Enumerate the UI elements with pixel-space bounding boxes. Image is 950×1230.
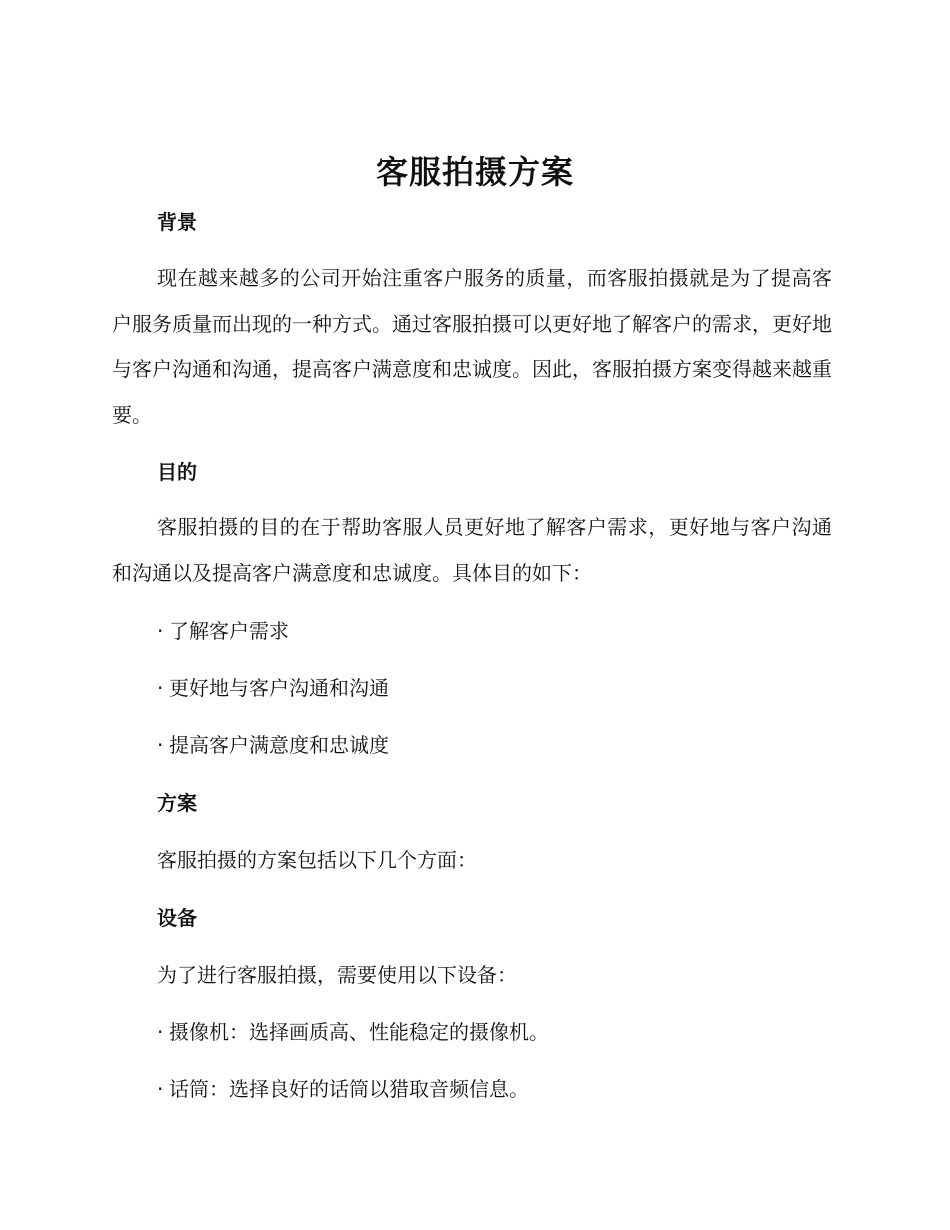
equipment-intro: 为了进行客服拍摄，需要使用以下设备： [157,963,517,987]
purpose-bullet-item [157,674,389,702]
purpose-bullet-text: 了解客户需求 [169,619,289,643]
purpose-bullet-item [157,617,289,645]
section-heading-equipment: 设备 [157,906,197,930]
purpose-bullet-item [157,731,389,759]
section-heading-plan: 方案 [157,791,197,815]
equipment-bullet-text: 摄像机：选择画质高、性能稳定的摄像机。 [169,1020,549,1044]
bullet-dot-icon: · [157,733,164,757]
bullet-dot-icon: · [157,1077,164,1101]
bullet-dot-icon: · [157,619,164,643]
purpose-paragraph: 客服拍摄的目的在于帮助客服人员更好地了解客户需求，更好地与客户沟通和沟通以及提高客户满意度和忠诚度。具体目的如下： [112,515,832,585]
section-heading-background: 背景 [157,210,197,234]
background-paragraph: 现在越来越多的公司开始注重客户服务的质量，而客服拍摄就是为了提高客户服务质量而出现的一种方式。通过客服拍摄可以更好地了解客户的需求，更好地与客户沟通和沟通，提高客户满意度和忠诚度。因此，客服拍摄方案变得越来越重要。 [112,266,832,427]
equipment-bullet-item [157,1075,529,1103]
purpose-bullet-text: 更好地与客户沟通和沟通 [169,676,389,700]
equipment-bullet-item [157,1018,549,1046]
plan-intro: 客服拍摄的方案包括以下几个方面： [157,848,477,872]
bullet-dot-icon: · [157,1020,164,1044]
document-title: 客服拍摄方案 [375,153,574,191]
section-heading-purpose: 目的 [157,460,197,484]
bullet-dot-icon: · [157,676,164,700]
equipment-bullet-text: 话筒：选择良好的话筒以猎取音频信息。 [169,1077,529,1101]
purpose-bullet-text: 提高客户满意度和忠诚度 [169,733,389,757]
